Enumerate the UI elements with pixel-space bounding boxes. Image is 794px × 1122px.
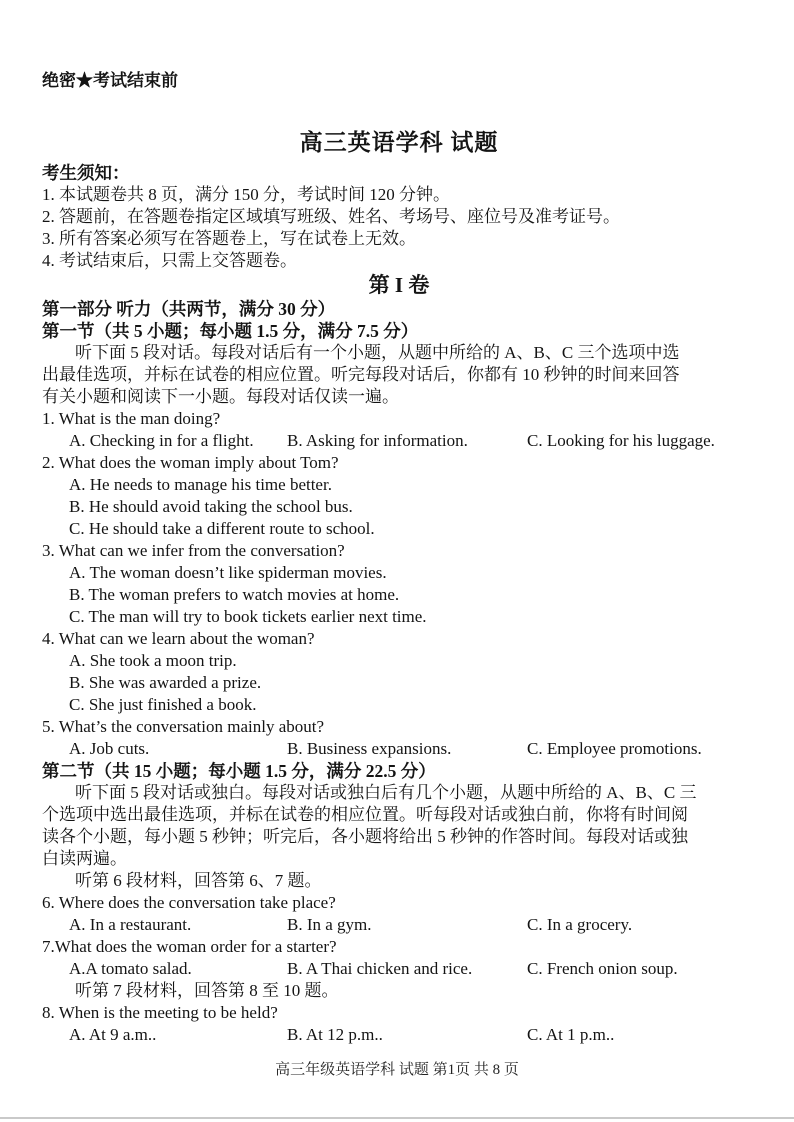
question-stem: 1. What is the man doing? — [42, 409, 221, 428]
option-b: B. The woman prefers to watch movies at home. — [69, 585, 400, 604]
section2-instructions-line: 白读两遍。 — [42, 849, 127, 868]
question-stem: 3. What can we infer from the conversation? — [42, 541, 345, 560]
option-c: C. The man will try to book tickets earlier next time. — [69, 607, 427, 626]
option-c: C. French onion soup. — [527, 959, 678, 978]
notice-heading: 考生须知： — [42, 163, 130, 183]
option-c: C. He should take a different route to school. — [69, 519, 375, 538]
notice-item: 1. 本试题卷共 8 页，满分 150 分，考试时间 120 分钟。 — [42, 185, 450, 204]
section2-instructions-line: 个选项中选出最佳选项，并标在试卷的相应位置。听每段对话或独白前，你将有时间阅 — [42, 805, 688, 824]
question-stem: 2. What does the woman imply about Tom? — [42, 453, 339, 472]
option-c: C. Looking for his luggage. — [527, 431, 715, 450]
notice-item: 4. 考试结束后，只需上交答题卷。 — [42, 251, 297, 270]
option-c: C. She just finished a book. — [69, 695, 257, 714]
section1-instructions-line: 听下面 5 段对话。每段对话后有一个小题，从题中所给的 A、B、C 三个选项中选 — [75, 343, 680, 362]
notice-item: 3. 所有答案必须写在答题卷上，写在试卷上无效。 — [42, 229, 416, 248]
option-a: A. She took a moon trip. — [69, 651, 237, 670]
section2-instructions-line: 读各个小题，每小题 5 秒钟；听完后，各小题将给出 5 秒钟的作答时间。每段对话或独 — [42, 827, 688, 846]
option-a: A. In a restaurant. — [69, 915, 192, 934]
option-a: A. Job cuts. — [69, 739, 150, 758]
scan-edge-line — [0, 1117, 794, 1119]
notice-item: 2. 答题前，在答题卷指定区域填写班级、姓名、考场号、座位号及准考证号。 — [42, 207, 620, 226]
section1-instructions-line: 出最佳选项，并标在试卷的相应位置。听完每段对话后，你都有 10 秒钟的时间来回答 — [42, 365, 680, 384]
material-6-note: 听第 6 段材料，回答第 6、7 题。 — [75, 871, 322, 890]
option-c: C. Employee promotions. — [527, 739, 702, 758]
question-stem: 5. What’s the conversation mainly about? — [42, 717, 325, 736]
section1-instructions-line: 有关小题和阅读下一小题。每段对话仅读一遍。 — [42, 387, 399, 406]
section2-heading: 第二节（共 15 小题；每小题 1.5 分，满分 22.5 分） — [42, 761, 436, 781]
material-7-note: 听第 7 段材料，回答第 8 至 10 题。 — [75, 981, 339, 1000]
question-stem: 6. Where does the conversation take place? — [42, 893, 336, 912]
option-a: A. Checking in for a flight. — [69, 431, 254, 450]
page-title: 高三英语学科 试题 — [299, 130, 499, 155]
section1-heading: 第一节（共 5 小题；每小题 1.5 分，满分 7.5 分） — [42, 321, 419, 341]
option-b: B. Business expansions. — [287, 739, 452, 758]
option-b: B. Asking for information. — [287, 431, 468, 450]
question-stem: 8. When is the meeting to be held? — [42, 1003, 278, 1022]
part1-heading: 第一部分 听力（共两节，满分 30 分） — [42, 299, 336, 319]
volume-heading: 第 I 卷 — [368, 273, 430, 297]
option-b: B. She was awarded a prize. — [69, 673, 262, 692]
question-stem: 4. What can we learn about the woman? — [42, 629, 315, 648]
option-b: B. At 12 p.m.. — [287, 1025, 383, 1044]
question-options-row — [42, 914, 756, 936]
option-c: C. At 1 p.m.. — [527, 1025, 615, 1044]
option-b: B. He should avoid taking the school bus. — [69, 497, 353, 516]
option-b: B. In a gym. — [287, 915, 372, 934]
option-a: A.A tomato salad. — [69, 959, 192, 978]
question-options-row — [42, 1024, 756, 1046]
question-options-row — [42, 430, 756, 452]
page-footer: 高三年级英语学科 试题 第1页 共 8 页 — [275, 1062, 519, 1078]
question-stem: 7.What does the woman order for a starter? — [42, 937, 337, 956]
option-a: A. The woman doesn’t like spiderman movies. — [69, 563, 387, 582]
question-options-row — [42, 738, 756, 760]
classification-banner: 绝密★考试结束前 — [42, 71, 178, 90]
option-a: A. At 9 a.m.. — [69, 1025, 157, 1044]
section2-instructions-line: 听下面 5 段对话或独白。每段对话或独白后有几个小题，从题中所给的 A、B、C 三 — [75, 783, 697, 802]
option-c: C. In a grocery. — [527, 915, 633, 934]
option-a: A. He needs to manage his time better. — [69, 475, 332, 494]
question-options-row — [42, 958, 756, 980]
option-b: B. A Thai chicken and rice. — [287, 959, 473, 978]
